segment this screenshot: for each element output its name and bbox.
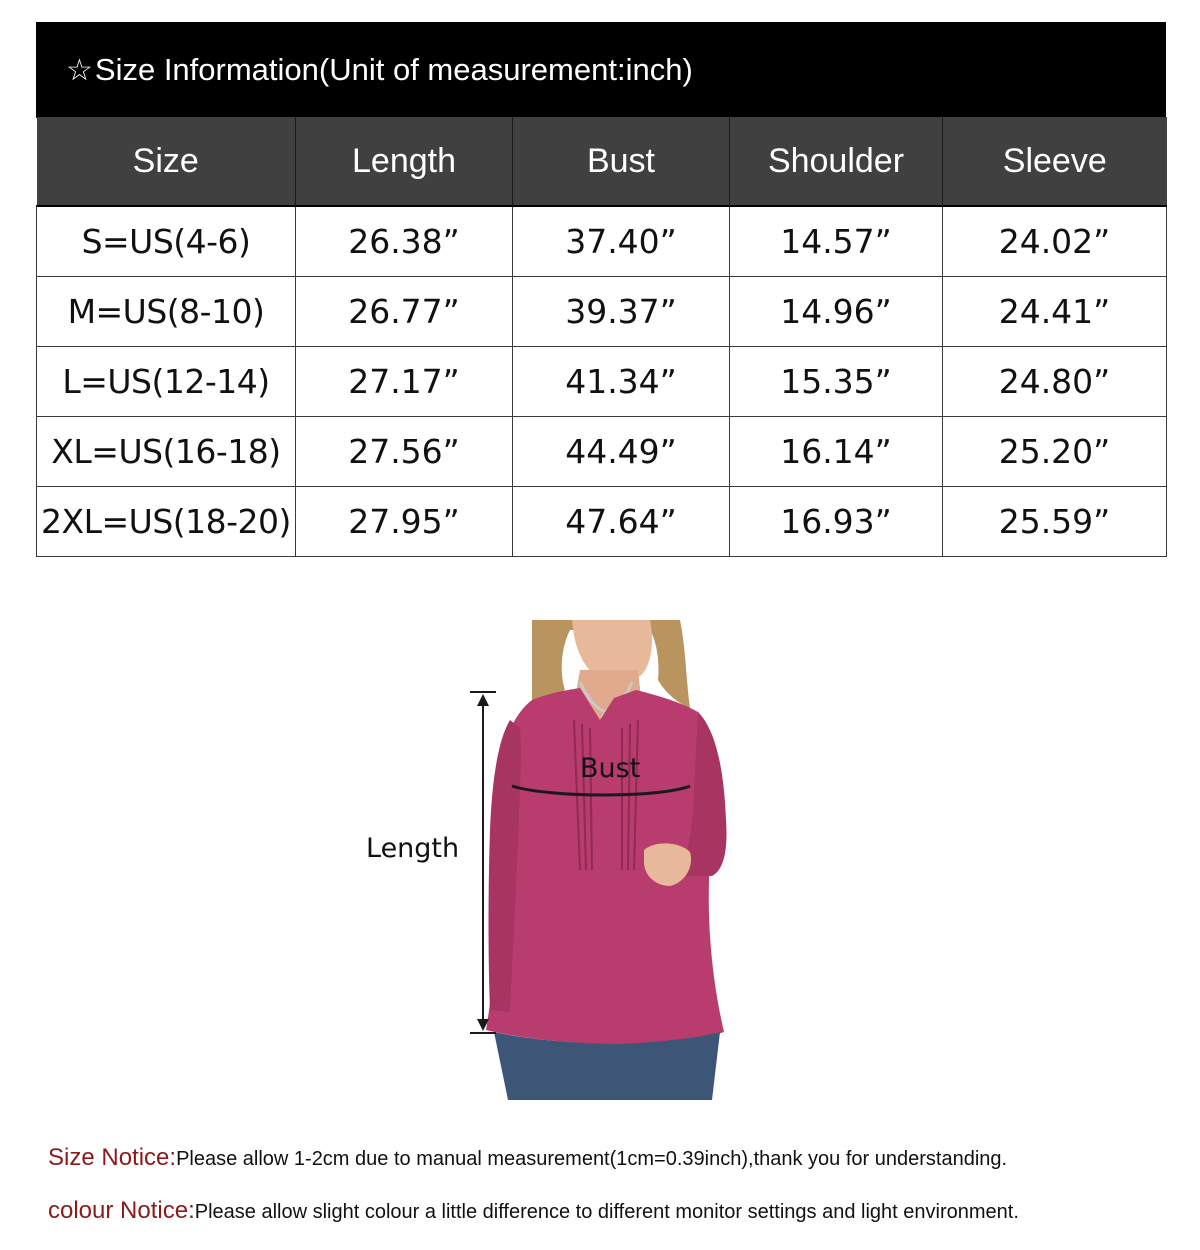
size-notice-text: Please allow 1-2cm due to manual measurement(1cm=0.39inch),thank you for understanding. [176,1148,1008,1170]
header-size: Size [37,117,296,206]
colour-notice [48,1197,1019,1225]
table-row [37,206,1167,277]
bust-cell: 44.49” [513,417,730,487]
size-notice [48,1144,1007,1172]
shoulder-cell: 14.57” [730,206,943,277]
size-notice-label: Size Notice: [48,1144,177,1171]
title-text: Size Information(Unit of measurement:inch) [94,52,693,87]
table-row [37,417,1167,487]
table-row [37,277,1167,347]
colour-notice-label: colour Notice: [48,1197,195,1224]
size-cell: 2XL=US(18-20) [37,487,296,557]
colour-notice-text: Please allow slight colour a little difference to different monitor settings and light environment. [194,1201,1019,1223]
size-cell: S=US(4-6) [37,206,296,277]
size-cell: L=US(12-14) [37,347,296,417]
length-cell: 27.95” [296,487,513,557]
length-arrow-head-up [477,694,489,706]
header-bust: Bust [513,117,730,206]
size-chart-table [36,117,1167,557]
shoulder-cell: 14.96” [730,277,943,347]
length-cell: 27.56” [296,417,513,487]
bust-cell: 37.40” [513,206,730,277]
bust-cell: 47.64” [513,487,730,557]
sleeve-cell: 24.41” [943,277,1167,347]
sleeve-cell: 25.20” [943,417,1167,487]
sleeve-cell: 24.02” [943,206,1167,277]
length-label: Length [366,833,460,864]
table-header-row [37,117,1167,206]
header-sleeve: Sleeve [943,117,1167,206]
garment-measurement-figure [360,620,760,1100]
shoulder-cell: 16.14” [730,417,943,487]
bust-label: Bust [580,753,641,784]
size-cell: M=US(8-10) [37,277,296,347]
length-cell: 26.38” [296,206,513,277]
sleeve-cell: 24.80” [943,347,1167,417]
length-cell: 26.77” [296,277,513,347]
table-row [37,487,1167,557]
star-icon: ☆ [66,53,93,88]
shoulder-cell: 15.35” [730,347,943,417]
size-cell: XL=US(16-18) [37,417,296,487]
header-shoulder: Shoulder [730,117,943,206]
bust-cell: 41.34” [513,347,730,417]
header-length: Length [296,117,513,206]
shoulder-cell: 16.93” [730,487,943,557]
sleeve-cell: 25.59” [943,487,1167,557]
bust-cell: 39.37” [513,277,730,347]
length-cell: 27.17” [296,347,513,417]
size-information-title [36,22,1166,118]
table-row [37,347,1167,417]
